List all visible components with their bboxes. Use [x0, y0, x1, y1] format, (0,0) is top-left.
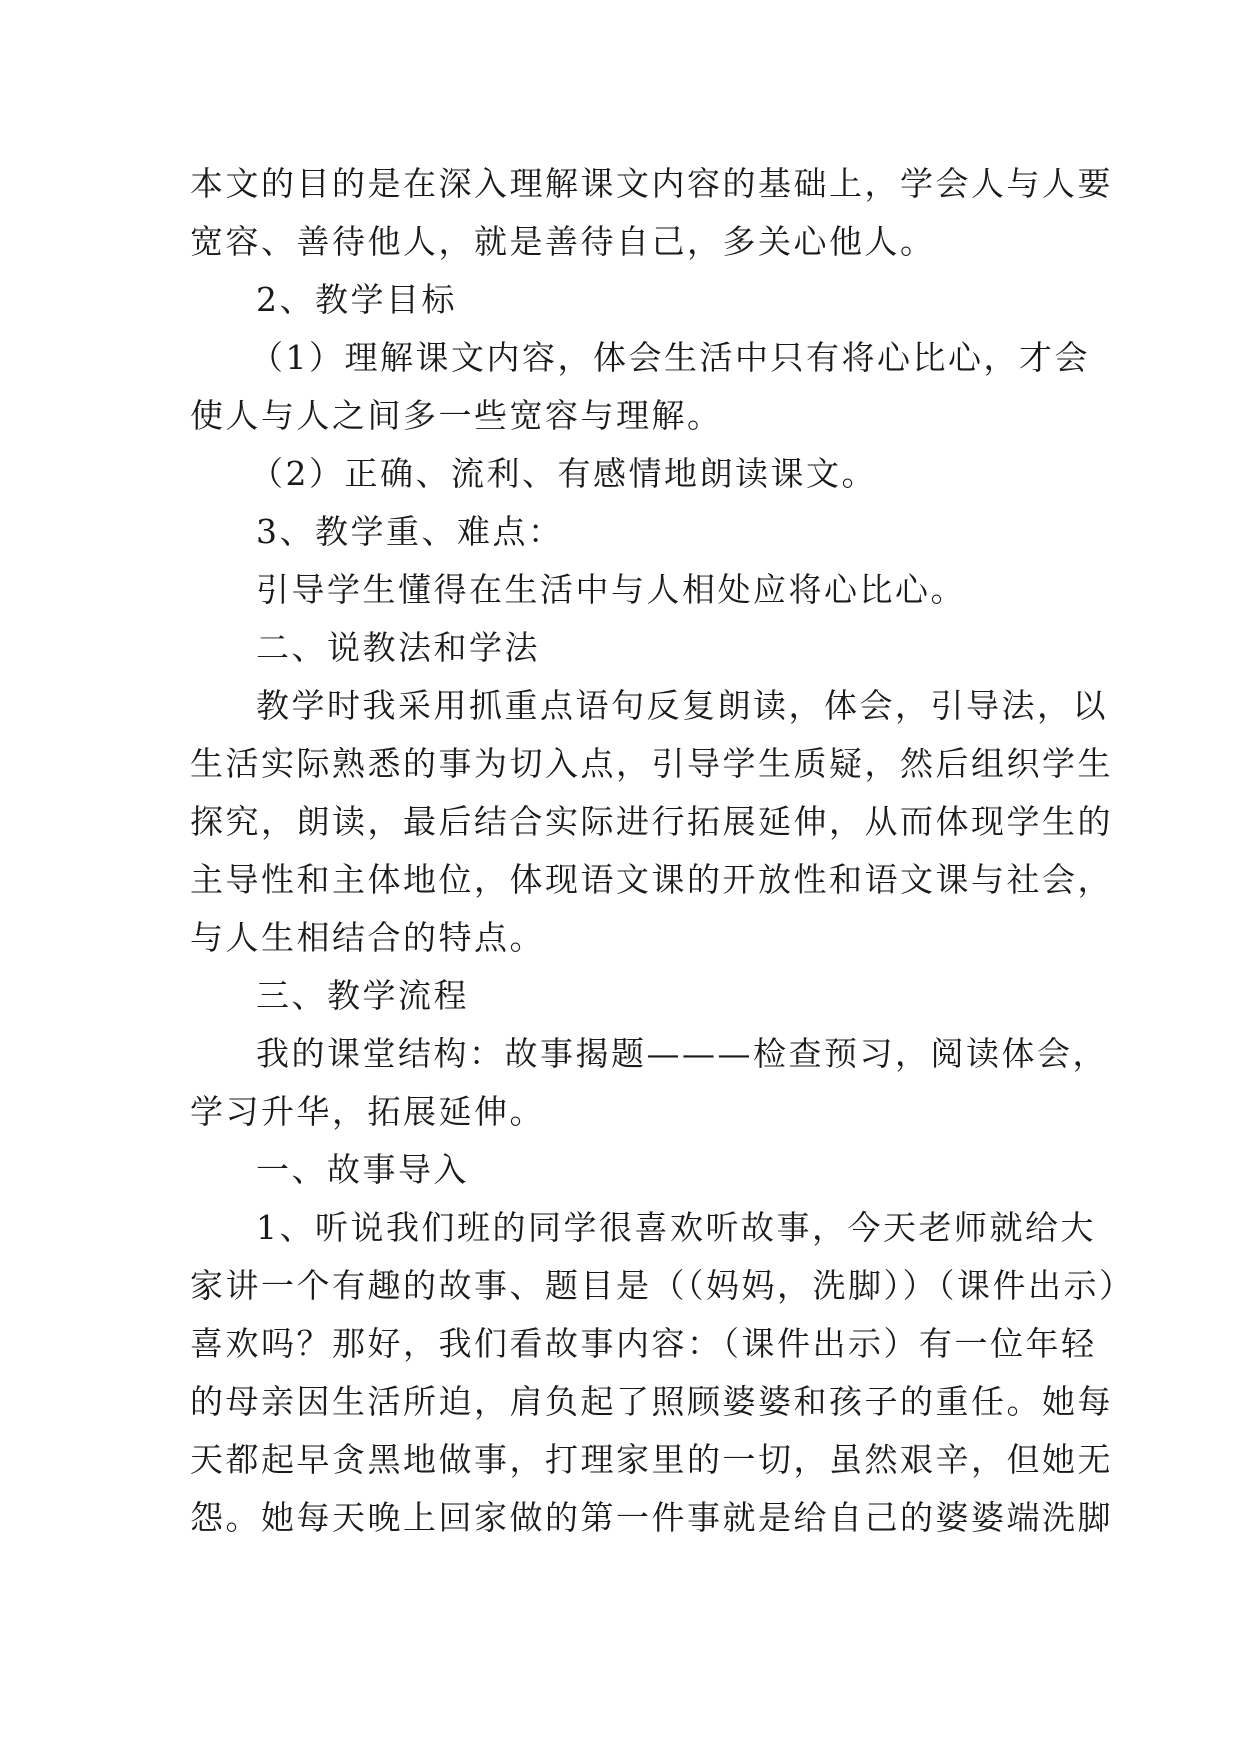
- section-heading: 2、教学目标: [256, 280, 457, 319]
- paragraph-line: 与人生相结合的特点。: [190, 918, 545, 957]
- section-heading: 二、说教法和学法: [256, 628, 540, 667]
- paragraph-line: 我的课堂结构：故事揭题———检查预习，阅读体会，: [256, 1034, 1108, 1073]
- paragraph-line: 天都起早贪黑地做事，打理家里的一切，虽然艰辛，但她无: [190, 1440, 1113, 1479]
- document-page: [190, 155, 1135, 1547]
- paragraph-line: 学习升华，拓展延伸。: [190, 1092, 545, 1131]
- paragraph-line: 生活实际熟悉的事为切入点，引导学生质疑，然后组织学生: [190, 744, 1113, 783]
- paragraph-line: 喜欢吗？那好，我们看故事内容：（课件出示）有一位年轻: [190, 1324, 1097, 1363]
- paragraph-line: 宽容、善待他人，就是善待自己，多关心他人。: [190, 222, 936, 261]
- paragraph-line: 本文的目的是在深入理解课文内容的基础上，学会人与人要: [190, 164, 1113, 203]
- paragraph-line: 的母亲因生活所迫，肩负起了照顾婆婆和孩子的重任。她每: [190, 1382, 1113, 1421]
- paragraph-line: 引导学生懂得在生活中与人相处应将心比心。: [256, 570, 966, 609]
- paragraph-line: （2）正确、流利、有感情地朗读课文。: [250, 454, 877, 493]
- section-heading: 3、教学重、难点：: [256, 512, 564, 551]
- paragraph-line: （1）理解课文内容，体会生活中只有将心比心，才会: [250, 338, 1090, 377]
- paragraph-line: 1、听说我们班的同学很喜欢听故事，今天老师就给大: [256, 1208, 1096, 1247]
- paragraph-line: 使人与人之间多一些宽容与理解。: [190, 396, 723, 435]
- section-heading: 一、故事导入: [256, 1150, 469, 1189]
- paragraph-line: 家讲一个有趣的故事、题目是（（妈妈，洗脚））（课件出示）: [190, 1266, 1135, 1305]
- paragraph-line: 探究，朗读，最后结合实际进行拓展延伸，从而体现学生的: [190, 802, 1113, 841]
- paragraph-line: 教学时我采用抓重点语句反复朗读，体会，引导法，以: [256, 686, 1108, 725]
- paragraph-line: 主导性和主体地位，体现语文课的开放性和语文课与社会，: [190, 860, 1113, 899]
- paragraph-line: 怨。她每天晚上回家做的第一件事就是给自己的婆婆端洗脚: [190, 1498, 1113, 1537]
- section-heading: 三、教学流程: [256, 976, 469, 1015]
